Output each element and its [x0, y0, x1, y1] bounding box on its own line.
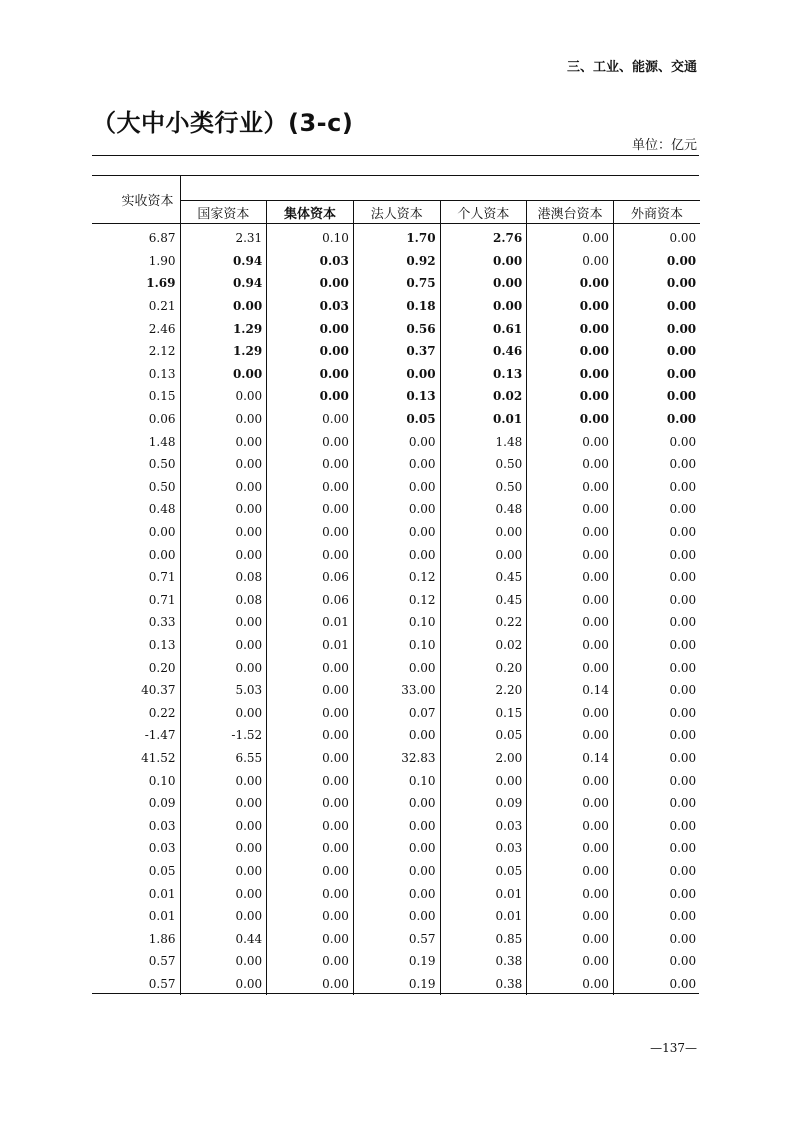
table-cell: 0.00 [527, 950, 614, 973]
table-cell: 0.03 [440, 837, 527, 860]
table-cell: 0.00 [613, 317, 700, 340]
table-cell: 0.38 [440, 973, 527, 996]
table-cell: 0.22 [440, 611, 527, 634]
table-row [92, 747, 700, 770]
table-cell: 0.00 [613, 566, 700, 589]
table-cell: 0.01 [440, 408, 527, 431]
table-cell: 0.12 [353, 589, 440, 612]
table-cell: 0.00 [527, 792, 614, 815]
table-cell: 0.00 [613, 792, 700, 815]
table-cell: 0.50 [440, 453, 527, 476]
table-cell: 0.02 [440, 634, 527, 657]
table-cell: 0.00 [267, 363, 354, 386]
table-cell: 0.00 [180, 408, 267, 431]
table-row [92, 363, 700, 386]
table-cell: 0.00 [267, 747, 354, 770]
table-cell: 0.10 [353, 611, 440, 634]
table-cell: 0.38 [440, 950, 527, 973]
table-cell: -1.47 [144, 728, 176, 743]
table-cell: 0.20 [148, 660, 176, 675]
table-row [92, 814, 700, 837]
table-cell: 0.21 [148, 299, 176, 314]
header-group [180, 176, 700, 201]
header-collective-capital: 集体资本 [267, 201, 354, 224]
table-cell: 0.01 [148, 886, 176, 901]
table-cell: 0.00 [527, 611, 614, 634]
table-cell: 0.00 [353, 430, 440, 453]
table-cell: 0.00 [613, 476, 700, 499]
table-cell: 0.01 [440, 882, 527, 905]
table-cell: 2.76 [440, 224, 527, 250]
table-cell: 0.13 [148, 637, 176, 652]
table-body [92, 224, 700, 996]
table-cell: 0.00 [440, 272, 527, 295]
header-state-capital: 国家资本 [180, 201, 267, 224]
table-cell: 0.05 [440, 724, 527, 747]
table-cell: 0.00 [180, 543, 267, 566]
table-cell: 0.00 [267, 701, 354, 724]
table-row [92, 860, 700, 883]
table-cell: 0.00 [180, 498, 267, 521]
table-cell: 0.03 [148, 818, 176, 833]
table-cell: 0.00 [527, 634, 614, 657]
table-cell: 0.00 [613, 905, 700, 928]
table-cell: 0.00 [267, 837, 354, 860]
table-cell: 0.00 [613, 295, 700, 318]
table-cell: 0.00 [527, 521, 614, 544]
table-cell: 0.00 [148, 547, 176, 562]
table-cell: 0.00 [267, 792, 354, 815]
table-cell: 0.00 [613, 950, 700, 973]
header-legal-person-capital: 法人资本 [353, 201, 440, 224]
table-row [92, 905, 700, 928]
table-row [92, 340, 700, 363]
table-cell: 0.61 [440, 317, 527, 340]
table-cell: 0.06 [267, 566, 354, 589]
table-row [92, 521, 700, 544]
table-cell: 0.00 [267, 724, 354, 747]
table-row [92, 792, 700, 815]
table-cell: 0.00 [353, 860, 440, 883]
table-cell: 0.00 [180, 295, 267, 318]
table-cell: 0.19 [353, 973, 440, 996]
table-row [92, 927, 700, 950]
table-row [92, 973, 700, 996]
table-cell: 0.57 [148, 976, 176, 991]
table-cell: 0.00 [353, 905, 440, 928]
table-row [92, 589, 700, 612]
table-cell: 0.94 [180, 250, 267, 273]
table-cell: 0.00 [527, 860, 614, 883]
table-cell: 0.00 [267, 950, 354, 973]
table-cell: 0.07 [353, 701, 440, 724]
table-cell: 1.69 [146, 276, 176, 291]
table-cell: 0.00 [353, 498, 440, 521]
table-cell: 0.05 [353, 408, 440, 431]
table-cell: 0.00 [353, 476, 440, 499]
table-cell: 0.00 [267, 679, 354, 702]
table-cell: 0.00 [267, 814, 354, 837]
table-cell: 0.00 [613, 589, 700, 612]
table-cell: 0.00 [353, 453, 440, 476]
table-cell: 0.37 [353, 340, 440, 363]
table-cell: 0.00 [527, 656, 614, 679]
table-cell: 2.46 [148, 321, 176, 336]
table-cell: 0.00 [613, 521, 700, 544]
table-cell: 0.00 [267, 656, 354, 679]
data-table [92, 176, 700, 995]
table-cell: 0.00 [267, 905, 354, 928]
table-cell: 0.00 [613, 973, 700, 996]
header-individual-capital: 个人资本 [440, 201, 527, 224]
table-row [92, 250, 700, 273]
table-cell: 0.00 [613, 656, 700, 679]
table-cell: 0.15 [440, 701, 527, 724]
table-cell: 0.00 [613, 498, 700, 521]
table-row [92, 566, 700, 589]
table-cell: 1.48 [148, 434, 176, 449]
table-cell: 0.00 [527, 498, 614, 521]
table-cell: 0.01 [267, 611, 354, 634]
table-cell: 0.00 [613, 611, 700, 634]
table-cell: 0.01 [148, 909, 176, 924]
table-cell: 2.12 [148, 344, 176, 359]
table-cell: 0.00 [613, 724, 700, 747]
table-cell: 0.48 [440, 498, 527, 521]
table-cell: 0.08 [180, 566, 267, 589]
table-cell: 0.00 [613, 224, 700, 250]
table-cell: 0.00 [180, 701, 267, 724]
table-cell: 0.00 [527, 476, 614, 499]
table-cell: 0.71 [148, 570, 176, 585]
table-row [92, 408, 700, 431]
table-cell: 0.00 [267, 769, 354, 792]
table-cell: 0.00 [180, 905, 267, 928]
table-cell: 0.00 [440, 250, 527, 273]
running-head: 三、工业、能源、交通 [566, 60, 697, 75]
unit-label: 单位：亿元 [631, 138, 697, 153]
header-hk-macao-taiwan-capital: 港澳台资本 [527, 201, 614, 224]
table-row [92, 950, 700, 973]
table-cell: 0.00 [613, 272, 700, 295]
table-cell: 0.00 [527, 566, 614, 589]
table-cell: 0.00 [267, 408, 354, 431]
table-cell: 41.52 [141, 750, 176, 765]
table-cell: 0.19 [353, 950, 440, 973]
table-row [92, 656, 700, 679]
table-cell: 0.00 [613, 430, 700, 453]
table-cell: 0.12 [353, 566, 440, 589]
table-row [92, 498, 700, 521]
table-cell: -1.52 [180, 724, 267, 747]
table-cell: 6.87 [148, 231, 176, 246]
table-cell: 0.00 [527, 250, 614, 273]
table-cell: 0.00 [440, 295, 527, 318]
table-cell: 0.00 [180, 521, 267, 544]
page-number: —137— [650, 1041, 697, 1055]
table-row [92, 476, 700, 499]
table-row [92, 882, 700, 905]
table-cell: 0.01 [440, 905, 527, 928]
table-cell: 0.02 [440, 385, 527, 408]
table-cell: 0.57 [353, 927, 440, 950]
table-cell: 0.03 [267, 250, 354, 273]
table-cell: 0.00 [613, 679, 700, 702]
table-row [92, 430, 700, 453]
table-cell: 0.01 [267, 634, 354, 657]
table-cell: 0.00 [613, 769, 700, 792]
table-cell: 0.00 [180, 950, 267, 973]
table-row [92, 453, 700, 476]
table-cell: 0.14 [527, 679, 614, 702]
table-cell: 0.22 [148, 705, 176, 720]
table-cell: 0.00 [267, 882, 354, 905]
table-cell: 0.85 [440, 927, 527, 950]
table-cell: 0.00 [353, 363, 440, 386]
table-cell: 0.00 [527, 814, 614, 837]
table-cell: 0.00 [267, 927, 354, 950]
table-cell: 0.00 [353, 543, 440, 566]
table-cell: 0.00 [180, 430, 267, 453]
table-cell: 0.00 [267, 521, 354, 544]
table-cell: 0.00 [180, 837, 267, 860]
table-cell: 0.45 [440, 589, 527, 612]
table-cell: 0.00 [180, 634, 267, 657]
table-cell: 0.00 [613, 701, 700, 724]
table-row [92, 385, 700, 408]
table-cell: 0.00 [527, 882, 614, 905]
page-title: （大中小类行业）(3-c) [92, 109, 354, 137]
table-cell: 0.57 [148, 954, 176, 969]
table-cell: 0.00 [613, 837, 700, 860]
table-cell: 0.00 [527, 837, 614, 860]
table-cell: 0.45 [440, 566, 527, 589]
table-cell: 0.00 [267, 543, 354, 566]
table-cell: 1.90 [148, 253, 176, 268]
table-cell: 0.00 [613, 747, 700, 770]
table-cell: 33.00 [353, 679, 440, 702]
table-cell: 0.50 [148, 479, 176, 494]
table-cell: 0.50 [440, 476, 527, 499]
table-cell: 0.00 [353, 724, 440, 747]
table-cell: 0.00 [613, 363, 700, 386]
table-cell: 0.15 [148, 389, 176, 404]
table-cell: 0.00 [440, 521, 527, 544]
table-cell: 0.10 [353, 769, 440, 792]
title-divider [92, 155, 699, 156]
table-cell: 0.05 [440, 860, 527, 883]
table-cell: 0.00 [527, 295, 614, 318]
table-cell: 0.00 [353, 656, 440, 679]
table-row [92, 272, 700, 295]
table-row [92, 837, 700, 860]
table-cell: 0.10 [353, 634, 440, 657]
table-cell: 0.00 [267, 860, 354, 883]
table-cell: 0.56 [353, 317, 440, 340]
table-cell: 0.00 [527, 363, 614, 386]
table-cell: 0.00 [353, 814, 440, 837]
table-cell: 0.00 [613, 385, 700, 408]
table-cell: 2.20 [440, 679, 527, 702]
table-cell: 0.00 [527, 927, 614, 950]
table-cell: 0.10 [148, 773, 176, 788]
table-cell: 0.00 [180, 814, 267, 837]
table-cell: 0.00 [527, 589, 614, 612]
table-cell: 0.92 [353, 250, 440, 273]
table-cell: 0.00 [267, 317, 354, 340]
table-cell: 0.50 [148, 457, 176, 472]
table-cell: 0.00 [148, 525, 176, 540]
table-cell: 1.29 [180, 340, 267, 363]
table-cell: 0.03 [440, 814, 527, 837]
table-row [92, 724, 700, 747]
table-cell: 0.00 [613, 860, 700, 883]
table-cell: 0.00 [527, 724, 614, 747]
table-cell: 0.71 [148, 592, 176, 607]
table-cell: 2.31 [180, 224, 267, 250]
table-cell: 0.00 [613, 814, 700, 837]
table-cell: 0.00 [613, 250, 700, 273]
table-cell: 0.00 [180, 611, 267, 634]
table-cell: 0.00 [527, 701, 614, 724]
table-cell: 0.13 [353, 385, 440, 408]
table-cell: 0.00 [527, 973, 614, 996]
table-cell: 0.18 [353, 295, 440, 318]
table-cell: 5.03 [180, 679, 267, 702]
table-cell: 0.44 [180, 927, 267, 950]
table-cell: 1.86 [148, 931, 176, 946]
table-cell: 0.75 [353, 272, 440, 295]
table-row [92, 679, 700, 702]
table-cell: 0.00 [527, 385, 614, 408]
table-cell: 32.83 [353, 747, 440, 770]
table-cell: 6.55 [180, 747, 267, 770]
table-cell: 0.00 [180, 973, 267, 996]
table-cell: 0.00 [180, 656, 267, 679]
table-cell: 0.13 [148, 366, 176, 381]
table-cell: 0.00 [527, 340, 614, 363]
table-cell: 0.08 [180, 589, 267, 612]
table-bottom-rule [92, 993, 699, 994]
table-cell: 0.20 [440, 656, 527, 679]
table-cell: 0.00 [527, 317, 614, 340]
table-cell: 0.09 [440, 792, 527, 815]
table-cell: 0.00 [527, 543, 614, 566]
table-cell: 2.00 [440, 747, 527, 770]
table-cell: 0.00 [267, 476, 354, 499]
table-cell: 0.48 [148, 502, 176, 517]
table-cell: 1.48 [440, 430, 527, 453]
table-row [92, 317, 700, 340]
table-cell: 0.00 [527, 905, 614, 928]
table-cell: 0.00 [613, 543, 700, 566]
table-row [92, 769, 700, 792]
table-cell: 0.00 [180, 385, 267, 408]
table-cell: 0.00 [527, 430, 614, 453]
table-cell: 0.46 [440, 340, 527, 363]
table-cell: 0.00 [613, 634, 700, 657]
table-cell: 1.29 [180, 317, 267, 340]
table-cell: 1.70 [353, 224, 440, 250]
table-cell: 0.00 [180, 363, 267, 386]
header-paid-in-capital: 实收资本 [92, 176, 180, 224]
table-cell: 0.00 [613, 408, 700, 431]
table-cell: 0.00 [267, 430, 354, 453]
table-row [92, 634, 700, 657]
table-cell: 0.00 [353, 792, 440, 815]
table-cell: 0.13 [440, 363, 527, 386]
table-cell: 0.94 [180, 272, 267, 295]
table-cell: 0.00 [267, 453, 354, 476]
table-cell: 0.00 [527, 224, 614, 250]
table-row [92, 611, 700, 634]
table-cell: 0.00 [440, 543, 527, 566]
table-cell: 0.00 [613, 453, 700, 476]
table-cell: 0.00 [267, 340, 354, 363]
table-cell: 0.00 [267, 385, 354, 408]
table-cell: 0.00 [180, 860, 267, 883]
table-cell: 0.00 [180, 476, 267, 499]
table-cell: 0.00 [613, 882, 700, 905]
table-row [92, 295, 700, 318]
table-cell: 0.00 [180, 453, 267, 476]
table-cell: 0.14 [527, 747, 614, 770]
table-cell: 0.03 [148, 841, 176, 856]
table-cell: 0.05 [148, 863, 176, 878]
table-cell: 0.10 [267, 224, 354, 250]
table-cell: 0.00 [527, 769, 614, 792]
table-cell: 0.03 [267, 295, 354, 318]
table-row [92, 543, 700, 566]
table-cell: 0.00 [527, 453, 614, 476]
table-cell: 0.00 [267, 272, 354, 295]
table-cell: 40.37 [141, 683, 176, 698]
table-cell: 0.00 [527, 408, 614, 431]
table-cell: 0.00 [180, 882, 267, 905]
table-cell: 0.00 [353, 882, 440, 905]
table-cell: 0.06 [148, 412, 176, 427]
table-cell: 0.00 [613, 927, 700, 950]
table-row [92, 224, 700, 250]
header-foreign-capital: 外商资本 [613, 201, 700, 224]
table-cell: 0.00 [180, 769, 267, 792]
table-cell: 0.00 [440, 769, 527, 792]
table-cell: 0.00 [613, 340, 700, 363]
table-cell: 0.00 [353, 521, 440, 544]
table-cell: 0.00 [353, 837, 440, 860]
table-cell: 0.00 [527, 272, 614, 295]
table-row [92, 701, 700, 724]
table-cell: 0.09 [148, 796, 176, 811]
table-cell: 0.00 [267, 498, 354, 521]
table-cell: 0.00 [180, 792, 267, 815]
table-cell: 0.00 [267, 973, 354, 996]
table-cell: 0.33 [148, 615, 176, 630]
table-cell: 0.06 [267, 589, 354, 612]
